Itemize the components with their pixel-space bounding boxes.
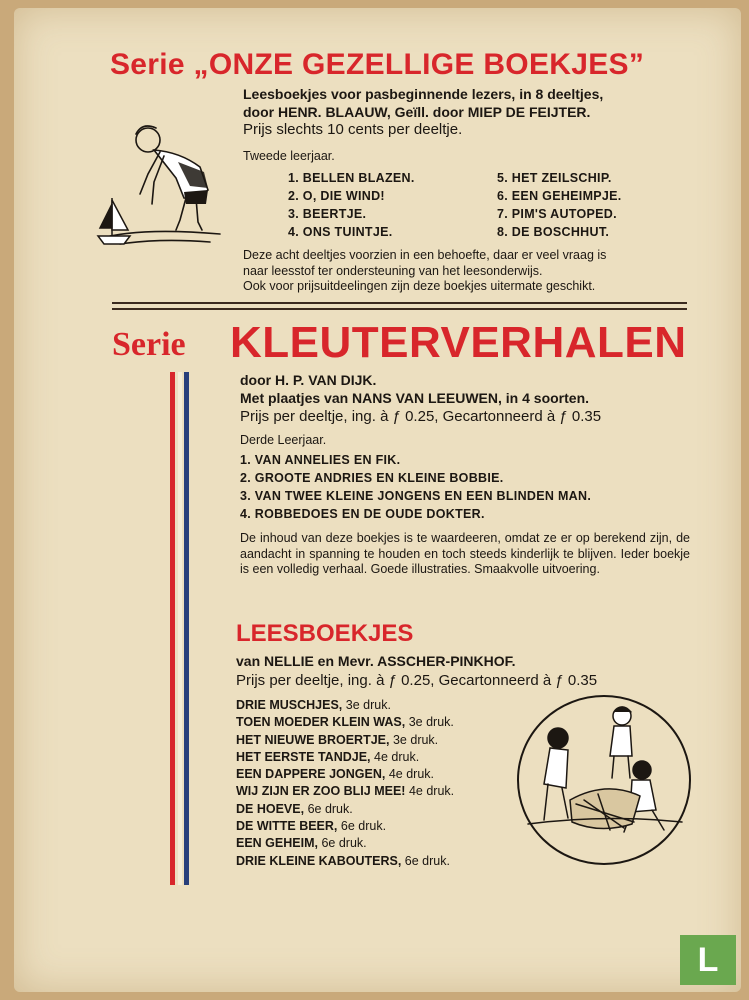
book-item: HET EERSTE TANDJE, 4e druk. (236, 749, 420, 764)
book-item: 4. ROBBEDOES EN DE OUDE DOKTER. (240, 507, 485, 521)
serie3-title: LEESBOEKJES (236, 620, 414, 647)
book-item: DE WITTE BEER, 6e druk. (236, 819, 387, 834)
book-item: TOEN MOEDER KLEIN WAS, 3e druk. (236, 715, 454, 730)
serie1-note: naar leesstof ter ondersteuning van het leesonderwijs. (243, 263, 543, 278)
red-stripe (170, 372, 175, 885)
book-item: 1. VAN ANNELIES EN FIK. (240, 453, 401, 467)
serie3-books (236, 697, 454, 870)
serie1-line-3: Prijs slechts 10 cents per deeltje. (243, 121, 463, 138)
serie1-notes (243, 248, 606, 295)
children-vignette-illustration (514, 692, 694, 868)
serie2-grade: Derde Leerjaar. (240, 433, 327, 447)
blue-stripe (184, 372, 189, 885)
serie2-books (240, 451, 591, 523)
book-item: DRIE MUSCHJES, 3e druk. (236, 698, 391, 712)
serie1-books-right (497, 169, 622, 241)
serie1-title: „ONZE GEZELLIGE BOEKJES” (193, 48, 645, 81)
serie2-illustrator: Met plaatjes van NANS VAN LEEUWEN, in 4 soorten. (240, 390, 590, 406)
divider-rule (112, 308, 687, 310)
book-item: 3. BEERTJE. (288, 207, 367, 221)
book-item: EEN DAPPERE JONGEN, 4e druk. (236, 767, 434, 782)
book-item: 7. PIM'S AUTOPED. (497, 207, 617, 221)
serie1-grade: Tweede leerjaar. (243, 149, 335, 163)
serie3-authors: van NELLIE en Mevr. ASSCHER-PINKHOF. (236, 653, 516, 669)
serie3-price: Prijs per deeltje, ing. à ƒ 0.25, Gecartonneerd à ƒ 0.35 (236, 672, 598, 689)
serie2-price: Prijs per deeltje, ing. à ƒ 0.25, Gecartonneerd à ƒ 0.35 (240, 408, 602, 425)
serie1-books-left (288, 169, 415, 241)
l-logo-badge: L (680, 935, 736, 985)
book-item: 1. BELLEN BLAZEN. (288, 171, 415, 185)
serie1-line-1: Leesboekjes voor pasbeginnende lezers, in 8 deeltjes, (243, 86, 604, 102)
serie2-prefix: Serie (112, 326, 186, 363)
book-item: 8. DE BOSCHHUT. (497, 225, 610, 239)
book-item: EEN GEHEIM, 6e druk. (236, 836, 367, 851)
book-item: 2. O, DIE WIND! (288, 189, 385, 203)
divider-rule (112, 302, 687, 304)
book-item: DRIE KLEINE KABOUTERS, 6e druk. (236, 853, 450, 868)
book-item: 4. ONS TUINTJE. (288, 225, 393, 239)
serie1-line-2: door HENR. BLAAUW, Geïll. door MIEP DE FEIJTER. (243, 104, 591, 120)
book-item: 5. HET ZEILSCHIP. (497, 171, 612, 185)
serie1-prefix: Serie (110, 48, 185, 81)
serie2-author: door H. P. VAN DIJK. (240, 372, 377, 388)
serie1-note: Ook voor prijsuitdeelingen zijn deze boekjes uitermate geschikt. (243, 279, 596, 293)
book-item: 6. EEN GEHEIMPJE. (497, 189, 622, 203)
book-item: WIJ ZIJN ER ZOO BLIJ MEE! 4e druk. (236, 784, 455, 799)
boy-with-boat-illustration (90, 112, 240, 282)
book-item: 3. VAN TWEE KLEINE JONGENS EN EEN BLINDEN MAN. (240, 489, 592, 503)
book-item: HET NIEUWE BROERTJE, 3e druk. (236, 732, 439, 747)
white-stripe (178, 372, 182, 885)
serie2-title: KLEUTERVERHALEN (230, 318, 687, 367)
book-item: DE HOEVE, 6e druk. (236, 801, 353, 816)
serie1-note: Deze acht deeltjes voorzien in een behoefte, daar er veel vraag is (243, 248, 607, 262)
serie2-description: De inhoud van deze boekjes is te waardeeren, omdat ze er op berekend zijn, de aandacht in spanning te houden en toch steeds kinderlijk te blijven. Ieder boekje is een volledig verhaal. Goede illustraties. Smaakvolle uitvoering. (240, 531, 690, 576)
serie1-heading (110, 48, 644, 82)
book-item: 2. GROOTE ANDRIES EN KLEINE BOBBIE. (240, 471, 504, 485)
